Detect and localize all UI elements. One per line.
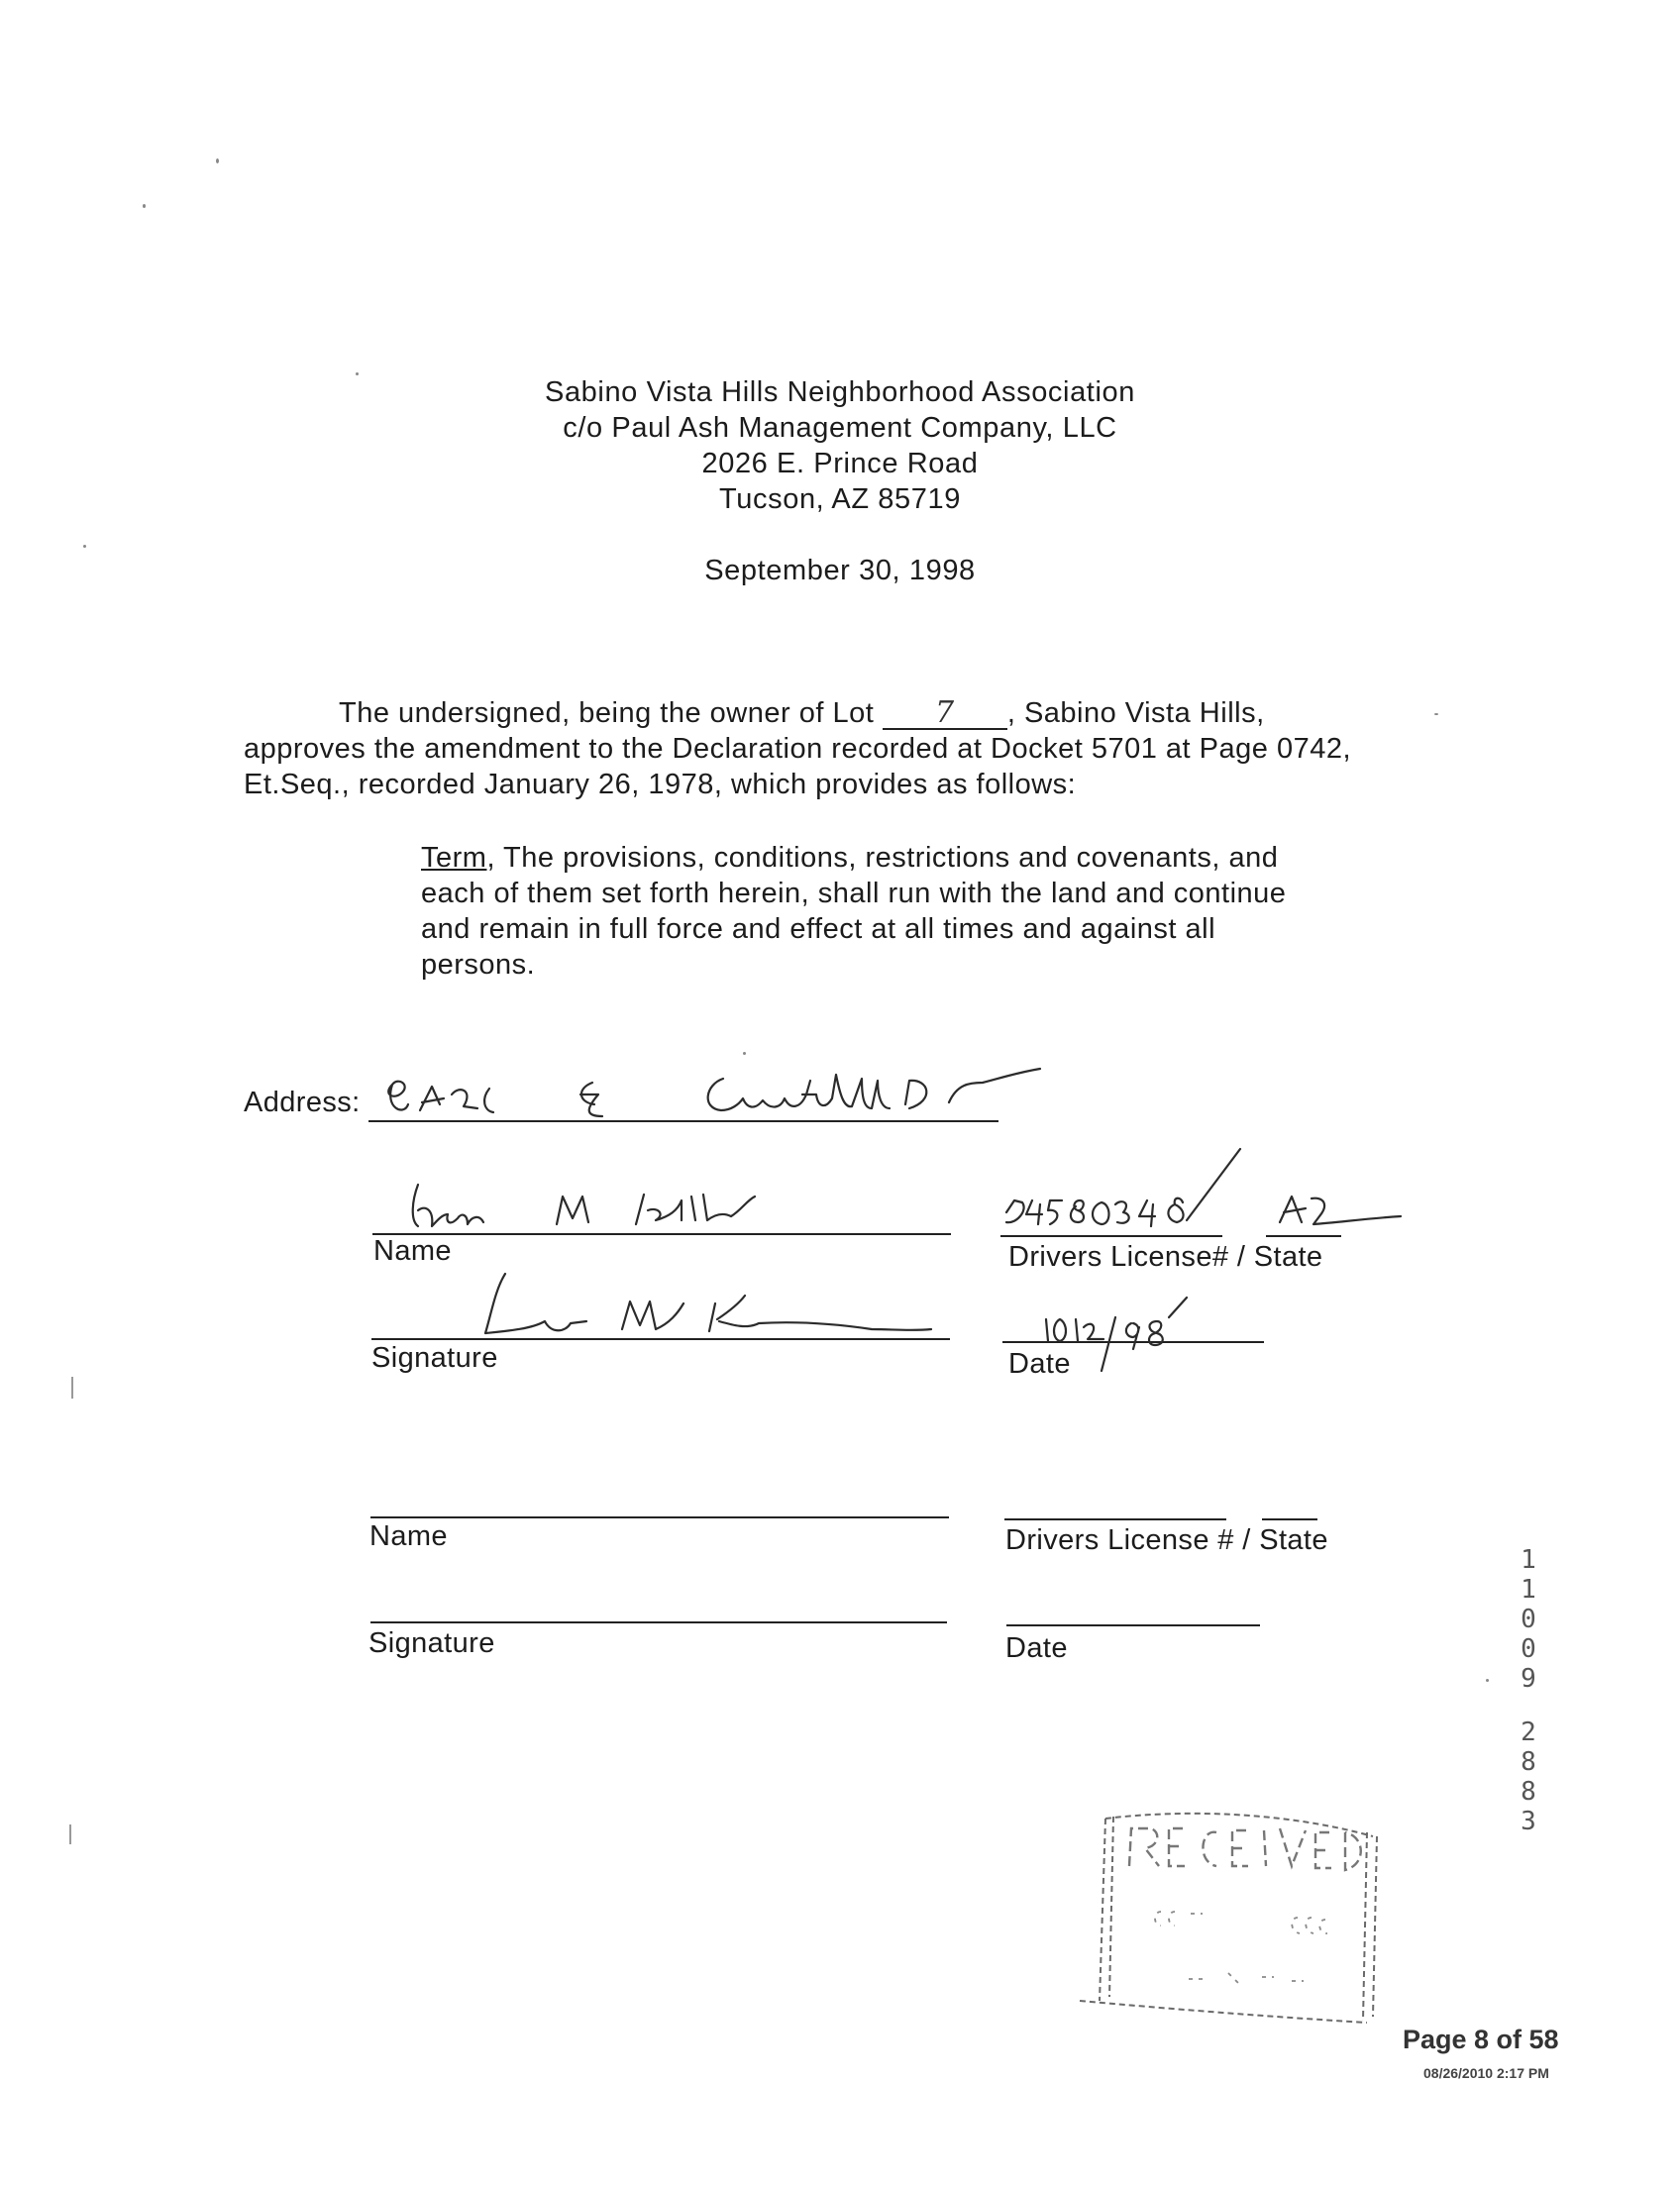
letter-date: September 30, 1998 xyxy=(704,555,976,586)
scan-mark xyxy=(69,1824,71,1844)
term-text: , The provisions, conditions, restrictions and covenants, and each of them set forth herein, shall run with the land and continue and remain in full force and effect at all times and against all persons. xyxy=(421,842,1287,981)
name-line-2 xyxy=(370,1516,949,1518)
term-provision xyxy=(421,840,1312,983)
approval-text-end: , Sabino Vista Hills, approves the amendment to the Declaration recorded at Docket 5701 at Page 0742, Et.Seq., recorded January 26, 1978, which provides as follows: xyxy=(244,697,1352,800)
date-line-2 xyxy=(1006,1624,1260,1626)
signature-line-2 xyxy=(370,1621,947,1623)
scan-speck xyxy=(143,204,146,208)
received-stamp xyxy=(1070,1803,1407,2040)
lot-number-field: 7 xyxy=(883,698,1007,730)
scan-speck xyxy=(1486,1679,1489,1682)
recording-number-marks: 1 1 0 0 9 2 8 8 3 xyxy=(1521,1545,1536,1836)
letterhead xyxy=(0,374,1680,517)
signature-label-1: Signature xyxy=(371,1342,498,1374)
print-timestamp: 08/26/2010 2:17 PM xyxy=(1423,2065,1549,2081)
handwritten-address xyxy=(374,1065,1048,1134)
approval-text-start: The undersigned, being the owner of Lot xyxy=(339,697,875,729)
license-number-line-2 xyxy=(1004,1518,1226,1520)
owner-approval-paragraph xyxy=(244,695,1363,802)
scan-mark xyxy=(71,1377,73,1399)
address-label: Address: xyxy=(244,1087,361,1118)
date-label-2: Date xyxy=(1005,1632,1068,1664)
page-number: Page 8 of 58 xyxy=(1403,2025,1559,2054)
street-address: 2026 E. Prince Road xyxy=(701,448,979,479)
name-label-2: Name xyxy=(369,1520,448,1552)
handwritten-license xyxy=(993,1139,1438,1248)
city-state-zip: Tucson, AZ 85719 xyxy=(719,483,961,515)
scan-speck xyxy=(743,1052,746,1055)
name-label-1: Name xyxy=(373,1235,452,1267)
date-label-1: Date xyxy=(1008,1348,1071,1380)
handwritten-name xyxy=(388,1171,824,1240)
scan-speck xyxy=(1434,713,1438,715)
association-name: Sabino Vista Hills Neighborhood Association xyxy=(545,376,1135,408)
handwritten-signature xyxy=(396,1260,1010,1349)
scan-speck xyxy=(356,372,359,375)
signature-label-2: Signature xyxy=(368,1627,495,1659)
scan-speck xyxy=(216,158,219,163)
license-state-line-2 xyxy=(1262,1518,1317,1520)
license-label-2: Drivers License # / State xyxy=(1005,1524,1328,1556)
license-label-1: Drivers License# / State xyxy=(1008,1241,1323,1273)
scan-speck xyxy=(83,545,86,548)
management-company: c/o Paul Ash Management Company, LLC xyxy=(563,412,1117,444)
term-heading: Term xyxy=(421,842,487,874)
